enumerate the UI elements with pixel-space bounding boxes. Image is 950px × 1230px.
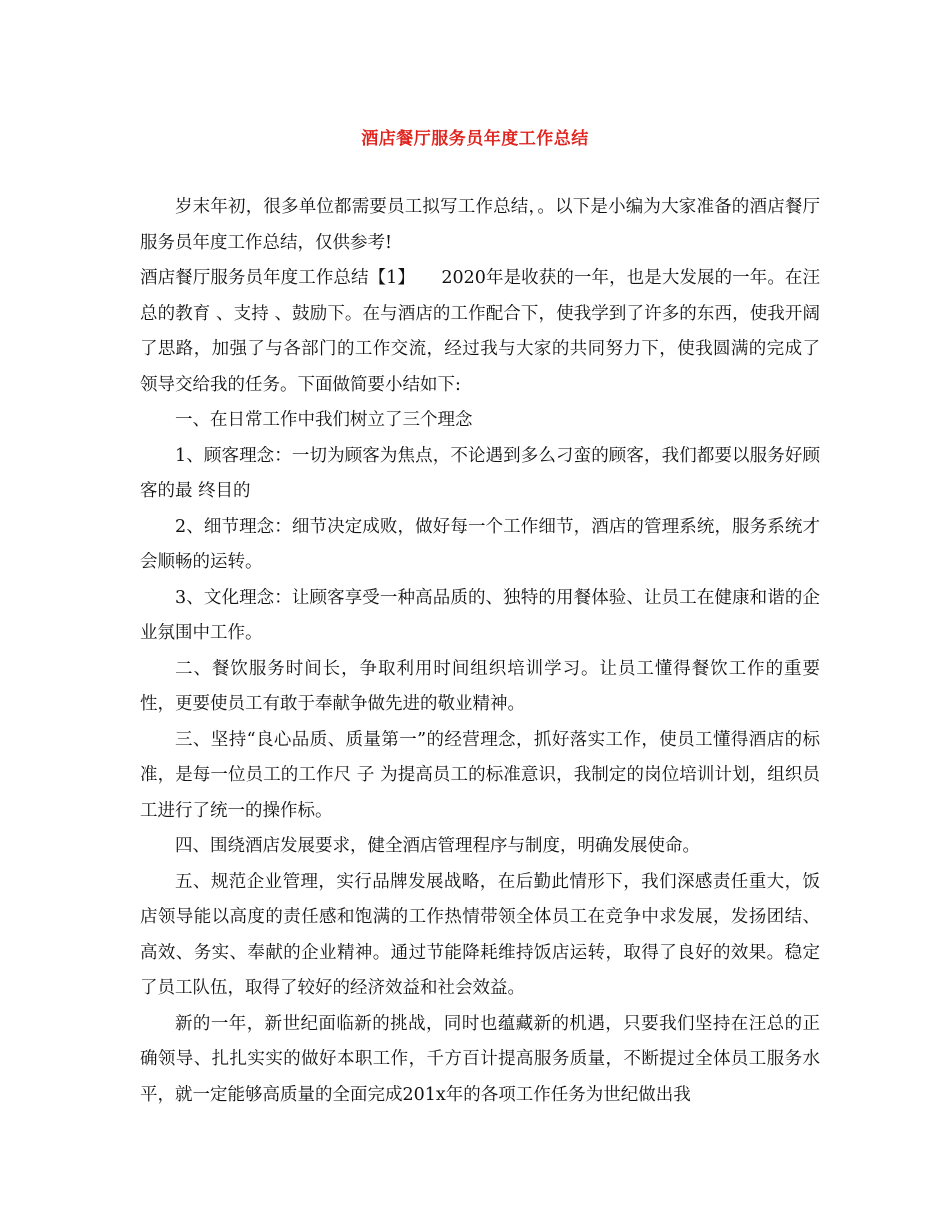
- paragraph-intro: 岁末年初，很多单位都需要员工拟写工作总结，。以下是小编为大家准备的酒店餐厅服务员年度工作总结，仅供参考!: [140, 197, 820, 253]
- paragraph-culture-concept: 3、文化理念：让顾客享受一种高品质的、独特的用餐体验、让员工在健康和谐的企业氛围中工作。: [140, 587, 820, 643]
- document-title: 酒店餐厅服务员年度工作总结: [361, 129, 589, 149]
- paragraph-detail-concept: 2、细节理念：细节决定成败，做好每一个工作细节，酒店的管理系统，服务系统才会顺畅的运转。: [140, 516, 820, 572]
- paragraph-section-5: 五、规范企业管理，实行品牌发展战略，在后勤此情形下，我们深感责任重大，饭店领导能以高度的责任感和饱满的工作热情带领全体员工在竞争中求发展，发扬团结、高效、务实、奉献的企业精神。通过节能降耗维持饭店运转，取得了良好的效果。稳定了员工队伍，取得了较好的经济效益和社会效益。: [140, 871, 820, 998]
- paragraph-section-4: 四、围绕酒店发展要求，健全酒店管理程序与制度，明确发展使命。: [175, 836, 700, 856]
- paragraph-opening: 酒店餐厅服务员年度工作总结【1】 2020年是收获的一年，也是大发展的一年。在汪总的教育 、支持 、鼓励下。在与酒店的工作配合下，使我学到了许多的东西，使我开阔了思路，加强了与各部门的工作交流，经过我与大家的共同努力下，使我圆满的完成了领导交给我的任务。下面做简要小结如下:: [140, 268, 820, 395]
- paragraph-section-2: 二、餐饮服务时间长，争取利用时间组织培训学习。让员工懂得餐饮工作的重要性，更要使员工有敢于奉献争做先进的敬业精神。: [140, 658, 820, 714]
- paragraph-customer-concept: 1、顾客理念：一切为顾客为焦点，不论遇到多么刁蛮的顾客，我们都要以服务好顾客的最 终目的: [140, 445, 820, 501]
- paragraph-new-year: 新的一年，新世纪面临新的挑战，同时也蕴藏新的机遇，只要我们坚持在汪总的正确领导、扎扎实实的做好本职工作，千方百计提高服务质量，不断提过全体员工服务水平，就一定能够高质量的全面完成201x年的各项工作任务为世纪做出我: [140, 1013, 820, 1105]
- paragraph-section-3: 三、坚持“良心品质、质量第一”的经营理念，抓好落实工作，使员工懂得酒店的标准，是每一位员工的工作尺 子 为提高员工的标准意识，我制定的岗位培训计划，组织员工进行了统一的操作标。: [140, 729, 820, 821]
- section-heading-1: 一、在日常工作中我们树立了三个理念: [175, 410, 473, 430]
- document-body: [140, 190, 820, 1113]
